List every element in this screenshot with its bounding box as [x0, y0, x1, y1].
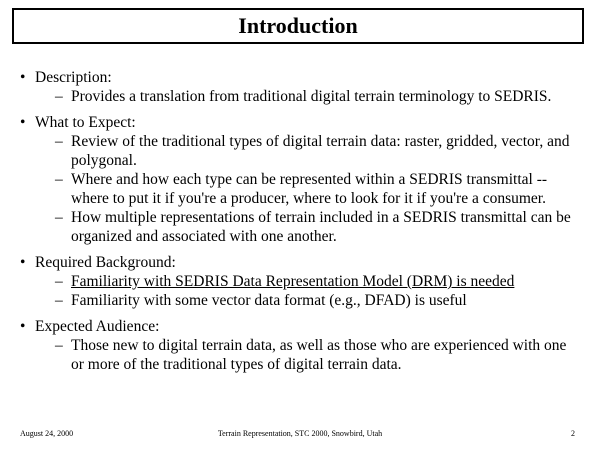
- bullet-heading: Required Background:: [35, 254, 176, 271]
- bullet-heading: What to Expect:: [35, 114, 136, 131]
- footer-caption: Terrain Representation, STC 2000, Snowbird, Utah: [217, 429, 383, 438]
- sub-bullet: [35, 291, 580, 310]
- bullet-heading: Expected Audience:: [35, 318, 160, 335]
- dash-icon: –: [55, 337, 63, 354]
- sub-bullet: [35, 272, 580, 291]
- dash-icon: –: [55, 292, 63, 309]
- drm-link[interactable]: Familiarity with SEDRIS Data Representation Model (DRM) is needed: [71, 273, 515, 290]
- dash-icon: –: [55, 171, 63, 188]
- sub-bullet: [35, 87, 580, 106]
- title-box: [12, 8, 584, 44]
- bullet-icon: •: [20, 254, 26, 271]
- sub-bullet-text: Provides a translation from traditional digital terrain terminology to SEDRIS.: [71, 88, 552, 105]
- slide-content: [20, 68, 580, 381]
- bullet-item-description: [20, 68, 580, 106]
- bullet-icon: •: [20, 114, 26, 131]
- sub-bullet-text: Familiarity with some vector data format (e.g., DFAD) is useful: [71, 292, 467, 309]
- sub-bullet-text: Where and how each type can be represented within a SEDRIS transmittal -- where to put it if you're a producer, where to look for it if you're a consumer.: [71, 171, 548, 207]
- dash-icon: –: [55, 273, 63, 290]
- footer-date: August 24, 2000: [20, 429, 74, 438]
- bullet-item-expected-audience: [20, 317, 580, 374]
- sub-bullet-text: How multiple representations of terrain included in a SEDRIS transmittal can be organized and associated with one another.: [71, 209, 571, 245]
- sub-bullet-text: Review of the traditional types of digital terrain data: raster, gridded, vector, and polygonal.: [71, 133, 570, 169]
- bullet-icon: •: [20, 318, 26, 335]
- dash-icon: –: [55, 209, 63, 226]
- sub-bullet: [35, 132, 580, 170]
- sub-bullet: [35, 170, 580, 208]
- sub-bullet: [35, 336, 580, 374]
- sub-bullet-text: Those new to digital terrain data, as well as those who are experienced with one or more of the traditional types of digital terrain data.: [71, 337, 567, 373]
- bullet-item-required-background: [20, 253, 580, 310]
- bullet-heading: Description:: [35, 69, 112, 86]
- page-number: 2: [571, 429, 575, 438]
- bullet-icon: •: [20, 69, 26, 86]
- dash-icon: –: [55, 133, 63, 150]
- dash-icon: –: [55, 88, 63, 105]
- slide-title: Introduction: [238, 13, 358, 38]
- bullet-item-what-to-expect: [20, 113, 580, 246]
- sub-bullet: [35, 208, 580, 246]
